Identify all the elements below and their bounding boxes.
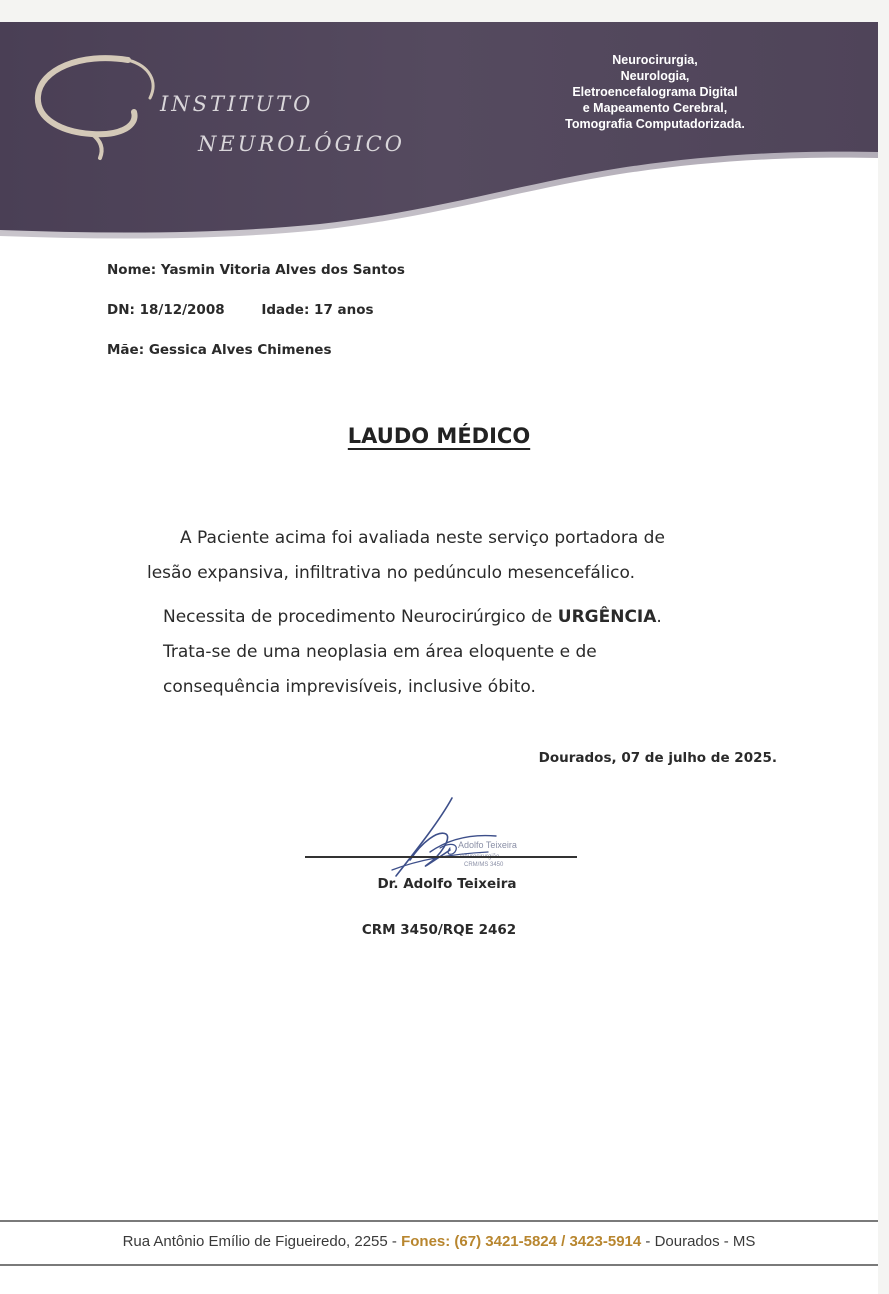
age-label: Idade: — [261, 302, 310, 318]
mother-name: Gessica Alves Chimenes — [148, 342, 332, 358]
signature-stamp — [300, 790, 590, 890]
stamp-text: CRM/MS 3450 — [464, 862, 504, 868]
service-item: Neurologia, — [620, 69, 690, 83]
service-item: Tomografia Computadorizada. — [565, 117, 745, 131]
report-paragraph-1-line-2: lesão expansiva, infiltrativa no pedúnculo mesencefálico. — [147, 563, 636, 583]
city-text: - Dourados - MS — [641, 1233, 756, 1250]
report-title — [0, 424, 878, 448]
report-text-segment: . — [656, 607, 662, 627]
mother-label: Mãe: — [107, 342, 145, 358]
report-paragraph-2-line-1 — [163, 607, 662, 627]
patient-name-line — [107, 262, 405, 278]
logo-wordmark-line1: INSTITUTO — [160, 92, 314, 116]
signature-line — [305, 856, 577, 858]
address-text: Rua Antônio Emílio de Figueiredo, 2255 - — [122, 1233, 402, 1250]
age-value: 17 anos — [314, 302, 374, 318]
doctor-crm: CRM 3450/RQE 2462 — [361, 922, 517, 938]
report-paragraph-2-line-2: Trata-se de uma neoplasia em área eloquente e de — [163, 642, 597, 662]
patient-name-label: Nome: — [107, 262, 157, 278]
service-item: Neurocirurgia, — [612, 53, 698, 67]
logo-wordmark-line2: NEUROLÓGICO — [198, 132, 405, 156]
stamp-text: Adolfo Teixeira — [458, 840, 517, 850]
report-text-segment: Necessita de procedimento Neurocirúrgico de — [163, 607, 558, 627]
footer-divider-bottom — [0, 1264, 878, 1266]
doctor-name: Dr. Adolfo Teixeira — [377, 876, 517, 892]
report-paragraph-2-line-3: consequência imprevisíveis, inclusive óbito. — [163, 677, 536, 697]
place-and-date: Dourados, 07 de julho de 2025. — [538, 750, 777, 766]
footer-address — [0, 1233, 878, 1250]
dob-value: 18/12/2008 — [139, 302, 225, 318]
urgency-emphasis: URGÊNCIA — [557, 607, 657, 627]
service-item: Eletroencefalograma Digital — [572, 85, 738, 99]
patient-name: Yasmin Vitoria Alves dos Santos — [160, 262, 405, 278]
report-title-text: LAUDO MÉDICO — [347, 424, 531, 448]
patient-mother-line — [107, 342, 332, 358]
services-list — [500, 52, 810, 132]
service-item: e Mapeamento Cerebral, — [582, 101, 728, 115]
phone-numbers: Fones: (67) 3421-5824 / 3423-5914 — [401, 1233, 642, 1250]
patient-dob-line — [107, 302, 374, 318]
footer-divider-top — [0, 1220, 878, 1222]
report-paragraph-1-line-1: A Paciente acima foi avaliada neste serviço portadora de — [180, 528, 665, 548]
dob-label: DN: — [107, 302, 135, 318]
